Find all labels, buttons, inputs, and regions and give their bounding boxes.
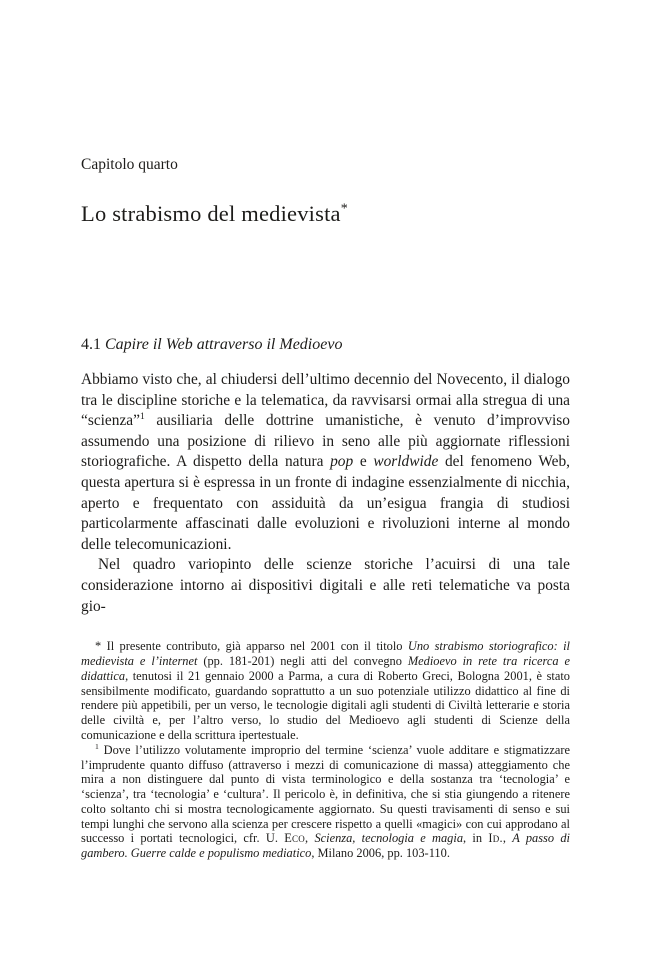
text-run: del fenomeno Web, questa apertura si è espressa in un fronte di indagine essenzialmente di nicchia, aperto e frequentato con assiduità da un’esigua frangia di studiosi particolarmente affascinati dalle evoluzioni e rivoluzioni interne al mondo delle telecomunicazioni. xyxy=(81,453,570,553)
text-run: , tenutosi il 21 gennaio 2000 a Parma, a cura di Roberto Greci, Bologna 2001, è stato sensibilmente modificato, guardando soprattutto a un suo potenziale utilizzo didattico al fine di rendere più appetibili, per un verso, le tecnologie digitali agli studenti di Civiltà letterarie e storia delle civiltà e, per l’altro verso, lo studio del Medioevo agli studenti di Scienze della comunicazione e della scrittura ipertestuale. xyxy=(81,668,570,742)
page-title xyxy=(81,200,570,227)
footnote-asterisk xyxy=(81,639,570,743)
body-paragraph-2 xyxy=(81,555,570,617)
text-run: A passo di gambero. Guerre calde e populismo mediatico xyxy=(81,831,570,861)
text-run: worldwide xyxy=(373,453,439,471)
chapter-label: Capitolo quarto xyxy=(81,156,178,173)
text-run: , Milano 2006, pp. 103-110. xyxy=(311,846,450,861)
text-run: Lo strabismo del medievista xyxy=(81,201,341,226)
text-run: pop xyxy=(330,453,354,471)
text-run: Capire il Web attraverso il Medioevo xyxy=(105,336,343,353)
body-paragraph-1 xyxy=(81,370,570,555)
footnote-1 xyxy=(81,743,570,861)
text-run: 1 xyxy=(139,411,145,423)
text-run: Uno strabismo storiografico: il medievista e l’internet xyxy=(81,639,570,668)
text-run: Id. xyxy=(488,831,503,846)
text-run: Eco xyxy=(284,831,306,846)
text-run: , xyxy=(502,831,513,846)
text-run: Nel quadro variopinto delle scienze storiche l’acuirsi di una tale considerazione intorno ai dispositivi digitali e alle reti telematiche va posta gio- xyxy=(81,556,570,615)
footnotes-block xyxy=(81,639,570,861)
text-run: Dove l’utilizzo volutamente improprio del termine ‘scienza’ vuole additare e stigmatizzare l’imprudente quanto diffuso (attraverso i mezzi di comunicazione di massa) atteggiamento che mira a non distinguere dal punto di vista terminologico e della sostanza tra ‘tecnologia’ e ‘scienza’, tra ‘tecnologia’ e ‘cultura’. Il pericolo è, in definitiva, che si stia giungendo a ritenere colto soltanto chi si mostra tecnologicamente aggiornato. Su questi travisamenti di senso e sui tempi lunghi che servono alla scienza per crescere rispetto a quelli «magici» con cui approdano al successo i portati tecnologici, cfr. U. xyxy=(81,742,570,846)
text-run: 4.1 xyxy=(81,336,105,353)
section-heading xyxy=(81,335,570,355)
text-run: Scienza, tecnologia e magia xyxy=(314,831,464,846)
text-run: (pp. 181-201) negli atti del convegno xyxy=(197,653,408,668)
text-run: e xyxy=(353,453,374,471)
text-run: * Il presente contributo, già apparso nel 2001 con il titolo xyxy=(95,639,408,654)
text-run: , in xyxy=(463,831,489,846)
text-run: ausiliaria delle dottrine umanistiche, è venuto d’improvviso assumendo una posizione di rilievo in seno alle più aggiornate riflessioni storiografiche. A dispetto della natura xyxy=(81,412,570,471)
text-run: Medioevo in rete tra ricerca e didattica xyxy=(81,653,570,683)
text-run: 1 xyxy=(95,741,99,751)
text-run: Abbiamo visto che, al chiudersi dell’ultimo decennio del Novecento, il dialogo tra le discipline storiche e la telematica, da ravvisarsi ormai alla stregua di una “scienza” xyxy=(81,371,570,430)
text-run: , xyxy=(305,831,315,846)
text-run: * xyxy=(340,201,348,217)
